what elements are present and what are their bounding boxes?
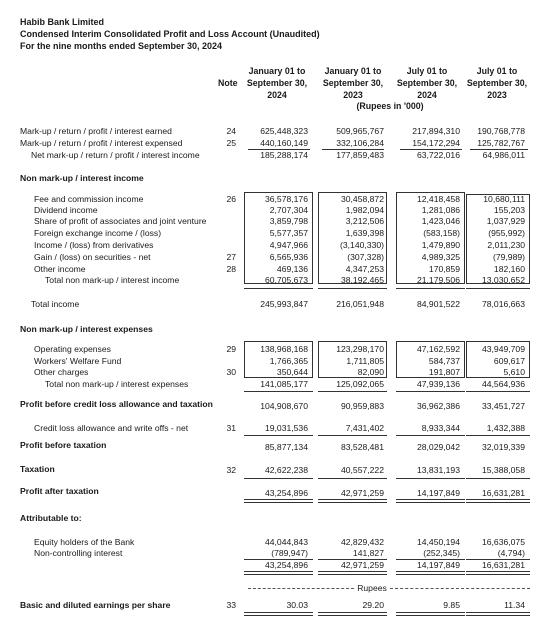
double-underline — [244, 612, 313, 616]
row-note: 26 — [226, 194, 236, 204]
row-label: Fee and commission income — [34, 194, 144, 204]
row-value-col2: 7,431,402 — [345, 423, 384, 433]
row-value-col3: 9.85 — [443, 600, 460, 610]
row-note: 29 — [226, 344, 236, 354]
row-label: Other income — [34, 264, 86, 274]
row-value-col1: 350,644 — [276, 367, 308, 377]
row-value-col2: 3,212,506 — [345, 216, 384, 226]
double-underline — [318, 499, 387, 503]
row-label: Other charges — [34, 367, 89, 377]
row-label: Gain / (loss) on securities - net — [34, 252, 151, 262]
row-value-col1: 6,565,936 — [269, 252, 308, 262]
row-value-col3: 584,737 — [428, 356, 460, 366]
col2-header-line1: January 01 to — [324, 66, 382, 76]
col4-header-line3: 2023 — [487, 90, 507, 100]
row-value-col1: 43,254,896 — [264, 488, 308, 498]
row-note: 28 — [226, 264, 236, 274]
underline — [396, 391, 465, 392]
row-value-col3: 191,807 — [428, 367, 460, 377]
double-underline — [396, 499, 465, 503]
underline — [466, 435, 530, 436]
underline — [396, 435, 465, 436]
row-value-col1: 42,622,238 — [264, 465, 308, 475]
row-value-col3: 14,450,194 — [416, 537, 460, 547]
row-value-col4: 5,610 — [503, 367, 525, 377]
row-value-col3: 63,722,016 — [416, 150, 460, 160]
row-value-col4: 155,203 — [493, 205, 525, 215]
double-underline — [318, 571, 387, 575]
row-value-col3: 217,894,310 — [412, 126, 460, 136]
row-value-col1: 245,993,847 — [260, 299, 308, 309]
row-value-col1: 625,448,323 — [260, 126, 308, 136]
row-value-col4: 16,636,075 — [481, 537, 525, 547]
row-value-col2: 42,829,432 — [340, 537, 384, 547]
row-value-col3: 1,479,890 — [421, 240, 460, 250]
double-underline — [466, 571, 530, 575]
row-value-col4: (4,794) — [497, 548, 525, 558]
row-value-col3: 47,162,592 — [416, 344, 460, 354]
row-value-col4: 32,019,339 — [481, 442, 525, 452]
col4-header-line1: July 01 to — [476, 66, 518, 76]
row-value-col3: 36,962,386 — [416, 401, 460, 411]
row-label: Mark-up / return / profit / interest earned — [20, 126, 172, 136]
row-value-col1: (789,947) — [271, 548, 308, 558]
row-value-col4: 125,782,767 — [477, 138, 525, 148]
underline — [244, 391, 313, 392]
double-underline — [244, 571, 313, 575]
underline — [318, 435, 387, 436]
section-heading-attributable: Attributable to: — [20, 513, 82, 523]
underline — [318, 391, 387, 392]
row-value-col3: 13,831,193 — [416, 465, 460, 475]
double-underline — [466, 499, 530, 503]
row-note: 32 — [226, 465, 236, 475]
row-value-col2: 125,092,065 — [336, 379, 384, 389]
row-value-col1: 43,254,896 — [264, 560, 308, 570]
row-value-col1: 85,877,134 — [264, 442, 308, 452]
rupees-label: Rupees — [357, 583, 387, 593]
row-label: Profit before taxation — [20, 440, 107, 450]
row-value-col4: 43,949,709 — [481, 344, 525, 354]
row-value-col3: 4,989,325 — [421, 252, 460, 262]
row-value-col4: 1,037,929 — [486, 216, 525, 226]
row-value-col2: 1,639,398 — [345, 228, 384, 238]
row-value-col4: 11.34 — [504, 600, 525, 610]
row-value-col3: 21,179,506 — [416, 275, 460, 285]
double-underline — [244, 499, 313, 503]
row-value-col4: 10,680,111 — [483, 194, 525, 204]
row-value-col2: 42,971,259 — [340, 560, 384, 570]
row-label: Total non mark-up / interest expenses — [45, 379, 189, 389]
row-value-col3: 1,281,086 — [421, 205, 460, 215]
row-value-col1: 36,578,176 — [264, 194, 308, 204]
row-value-col4: 1,432,388 — [486, 423, 525, 433]
row-value-col3: 84,901,522 — [416, 299, 460, 309]
row-value-col1: 2,707,304 — [269, 205, 308, 215]
row-value-col2: 4,347,253 — [345, 264, 384, 274]
row-value-col1: 4,947,966 — [269, 240, 308, 250]
col3-header-line3: 2024 — [417, 90, 437, 100]
row-label: Workers' Welfare Fund — [34, 356, 122, 366]
row-value-col2: 1,711,805 — [346, 356, 384, 366]
row-label: Credit loss allowance and write offs - net — [34, 423, 189, 433]
row-label: Mark-up / return / profit / interest expensed — [20, 138, 183, 148]
col3-header-line1: July 01 to — [406, 66, 448, 76]
row-value-col1: 60,705,673 — [264, 275, 308, 285]
double-underline — [466, 612, 530, 616]
row-value-col3: (252,345) — [423, 548, 460, 558]
underline — [466, 391, 530, 392]
row-label: Profit before credit loss allowance and taxation — [20, 399, 213, 409]
row-note: 33 — [226, 600, 236, 610]
row-value-col3: 47,939,136 — [416, 379, 460, 389]
row-value-col1: 104,908,670 — [260, 401, 308, 411]
row-label: Equity holders of the Bank — [34, 537, 135, 547]
row-value-col2: 29.20 — [362, 600, 384, 610]
row-label: Operating expenses — [34, 344, 111, 354]
underline — [244, 435, 313, 436]
row-value-col1: 19,031,536 — [264, 423, 308, 433]
row-value-col1: 141,085,177 — [260, 379, 308, 389]
row-value-col2: 82,090 — [357, 367, 384, 377]
row-value-col3: 1,423,046 — [421, 216, 460, 226]
row-value-col2: (307,328) — [347, 252, 384, 262]
underline — [466, 288, 530, 289]
rupees-dash-right — [390, 588, 530, 589]
rupees-dash-left — [248, 588, 354, 589]
row-value-col2: 141,827 — [352, 548, 384, 558]
row-value-col4: (79,989) — [492, 252, 525, 262]
row-value-col4: 609,617 — [493, 356, 525, 366]
col2-header-line2: September 30, — [322, 78, 384, 88]
row-value-col1: 30.03 — [286, 600, 308, 610]
row-value-col4: 44,564,936 — [481, 379, 525, 389]
col4-header-line2: September 30, — [466, 78, 528, 88]
row-value-col2: 509,965,767 — [336, 126, 384, 136]
row-label: Total non mark-up / interest income — [45, 275, 180, 285]
statement-title: Condensed Interim Consolidated Profit and Loss Account (Unaudited) — [20, 29, 320, 39]
row-value-col2: 90,959,883 — [340, 401, 384, 411]
unit-label: (Rupees in '000) — [356, 101, 424, 111]
row-value-col4: 190,768,778 — [477, 126, 525, 136]
underline — [318, 478, 387, 479]
statement-period: For the nine months ended September 30, 2024 — [20, 41, 223, 51]
row-value-col4: 64,986,011 — [482, 150, 525, 160]
section-heading-non-markup-income: Non mark-up / interest income — [20, 173, 144, 183]
row-value-col3: 14,197,849 — [416, 560, 460, 570]
bank-name: Habib Bank Limited — [20, 17, 105, 27]
row-value-col3: 14,197,849 — [416, 488, 460, 498]
row-value-col4: 16,631,281 — [481, 560, 525, 570]
row-value-col1: 185,288,174 — [260, 150, 308, 160]
col2-header-line3: 2023 — [343, 90, 363, 100]
row-note: 27 — [226, 252, 236, 262]
row-value-col1: 469,136 — [276, 264, 308, 274]
row-value-col2: 42,971,259 — [340, 488, 384, 498]
row-value-col1: 5,577,357 — [269, 228, 308, 238]
row-value-col1: 440,160,149 — [260, 138, 308, 148]
row-label: Non-controlling interest — [34, 548, 123, 558]
underline — [396, 478, 465, 479]
row-value-col4: 33,451,727 — [481, 401, 525, 411]
row-note: 30 — [226, 367, 236, 377]
row-label: Basic and diluted earnings per share — [20, 600, 171, 610]
row-value-col2: 177,859,483 — [336, 150, 384, 160]
row-value-col1: 1,766,365 — [269, 356, 308, 366]
col1-header-line1: January 01 to — [248, 66, 306, 76]
row-label: Profit after taxation — [20, 486, 99, 496]
row-label: Total income — [31, 299, 80, 309]
row-label: Share of profit of associates and joint venture — [34, 216, 207, 226]
row-value-col3: 8,933,344 — [421, 423, 460, 433]
row-value-col2: 123,298,170 — [336, 344, 384, 354]
row-value-col3: 28,029,042 — [416, 442, 460, 452]
row-note: 31 — [226, 423, 236, 433]
row-value-col4: 182,160 — [493, 264, 525, 274]
row-label: Dividend income — [34, 205, 98, 215]
row-label: Income / (loss) from derivatives — [34, 240, 154, 250]
double-underline — [318, 612, 387, 616]
note-column-header: Note — [218, 78, 238, 88]
col1-header-line2: September 30, — [246, 78, 308, 88]
section-heading-non-markup-expenses: Non mark-up / interest expenses — [20, 324, 153, 334]
row-value-col2: 332,106,284 — [336, 138, 384, 148]
row-value-col3: (583,158) — [423, 228, 460, 238]
underline — [396, 288, 465, 289]
row-value-col4: 78,016,663 — [481, 299, 525, 309]
row-value-col4: 15,388,058 — [481, 465, 525, 475]
row-value-col1: 138,968,168 — [260, 344, 308, 354]
row-value-col2: 1,982,094 — [345, 205, 384, 215]
row-value-col2: 216,051,948 — [336, 299, 384, 309]
row-value-col2: (3,140,330) — [340, 240, 384, 250]
row-value-col1: 3,859,798 — [269, 216, 308, 226]
underline — [244, 478, 313, 479]
row-value-col3: 154,172,294 — [412, 138, 460, 148]
row-label: Taxation — [20, 464, 55, 474]
row-label: Foreign exchange income / (loss) — [34, 228, 162, 238]
underline — [318, 288, 387, 289]
row-label: Net mark-up / return / profit / interest income — [31, 150, 200, 160]
row-value-col2: 40,557,222 — [340, 465, 384, 475]
row-value-col3: 12,418,458 — [416, 194, 460, 204]
row-value-col4: (955,992) — [488, 228, 525, 238]
row-value-col4: 2,011,230 — [487, 240, 525, 250]
col1-header-line3: 2024 — [267, 90, 287, 100]
underline — [466, 478, 530, 479]
double-underline — [396, 612, 465, 616]
row-value-col4: 16,631,281 — [481, 488, 525, 498]
row-value-col3: 170,859 — [428, 264, 460, 274]
row-value-col4: 13,030,652 — [481, 275, 525, 285]
row-value-col2: 83,528,481 — [340, 442, 384, 452]
row-value-col2: 30,458,872 — [340, 194, 384, 204]
double-underline — [396, 571, 465, 575]
row-note: 24 — [226, 126, 236, 136]
col3-header-line2: September 30, — [396, 78, 458, 88]
row-note: 25 — [226, 138, 236, 148]
row-value-col1: 44,044,843 — [264, 537, 308, 547]
underline — [244, 288, 313, 289]
row-value-col2: 38,192,465 — [340, 275, 384, 285]
